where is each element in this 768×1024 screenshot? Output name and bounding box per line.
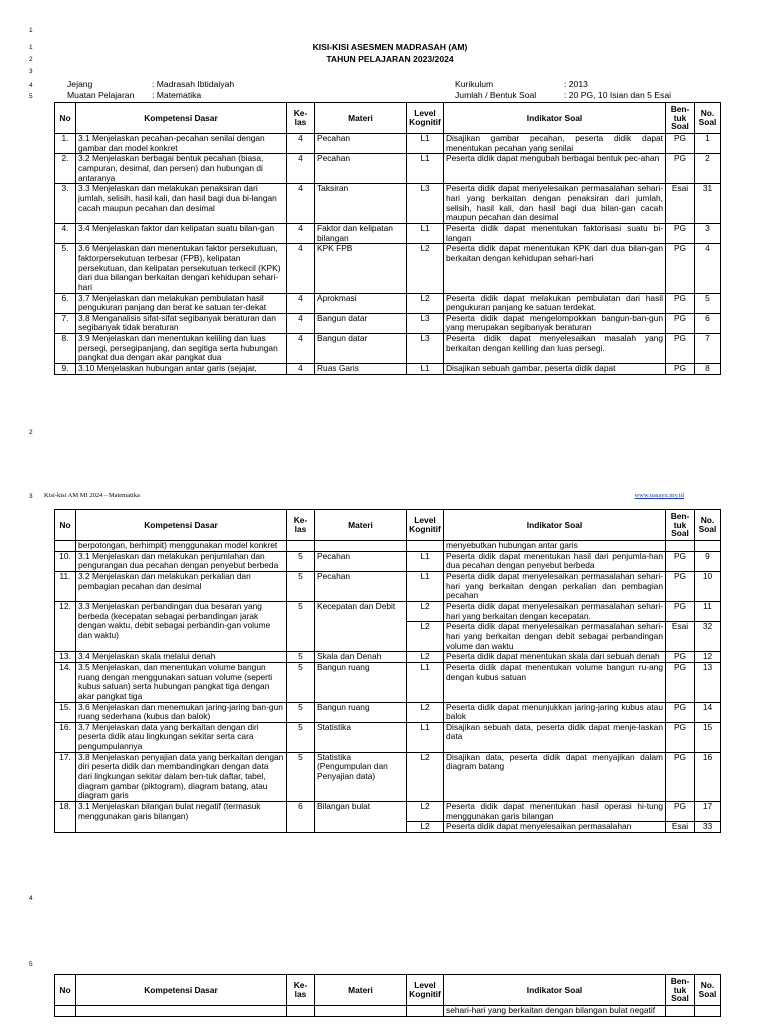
header-indikator-soal: Indikator Soal — [444, 103, 666, 134]
bentuk-soal: PG — [666, 244, 695, 293]
line-number: 3 — [29, 68, 33, 75]
kompetensi-dasar: 3.4 Menjelaskan faktor dan kelipatan suatu bilan-gan — [76, 223, 287, 243]
bentuk-soal — [666, 1006, 695, 1017]
kelas: 4 — [287, 184, 315, 224]
table-row — [55, 541, 721, 552]
level-kognitif: L2 — [407, 244, 444, 293]
kelas: 4 — [287, 334, 315, 364]
kompetensi-dasar: 3.4 Menjelaskan skala melalui denah — [76, 652, 287, 663]
nomor-soal: 4 — [695, 244, 721, 293]
row-number: 4. — [55, 223, 76, 243]
row-number: 12. — [55, 601, 76, 651]
level-kognitif: L1 — [407, 662, 444, 702]
kelas: 5 — [287, 571, 315, 601]
header-materi: Materi — [315, 975, 407, 1006]
nomor-soal: 10 — [695, 571, 721, 601]
materi: Skala dan Denah — [315, 652, 407, 663]
kompetensi-dasar: 3.10 Menjelaskan hubungan antar garis (sejajar, — [76, 364, 287, 375]
materi — [315, 541, 407, 552]
kelas: 5 — [287, 722, 315, 752]
nomor-soal — [695, 541, 721, 552]
row-number: 11. — [55, 571, 76, 601]
materi — [315, 1006, 407, 1017]
nomor-soal: 8 — [695, 364, 721, 375]
indikator-soal: Peserta didik dapat menunjukkan jaring-jaring kubus atau balok — [444, 702, 666, 722]
header-level-kognitif: Level Kognitif — [407, 103, 444, 134]
indikator-soal: Peserta didik dapat menyelesaikan permasalahan sehari-hari yang berkaitan dengan perkalian dan pembagian pecahan — [444, 571, 666, 601]
nomor-soal: 1 — [695, 134, 721, 154]
nomor-soal — [695, 1006, 721, 1017]
line-number: 1 — [29, 44, 33, 51]
indikator-soal: Disajikan sebuah data, peserta didik dapat menje-laskan data — [444, 722, 666, 752]
table-row — [55, 244, 721, 293]
line-number: 2 — [29, 56, 33, 63]
kisi-kisi-table-page-1 — [54, 102, 721, 375]
kompetensi-dasar: 3.2 Menjelaskan berbagai bentuk pecahan (biasa, campuran, desimal, dan persen) dan hubungan di antaranya — [76, 154, 287, 184]
kompetensi-dasar: 3.7 Menjelaskan data yang berkaitan dengan diri peserta didik atau lingkungan sekitar serta cara pengumpulannya — [76, 722, 287, 752]
indikator-soal: Peserta didik dapat menentukan hasil dari penjumla-han dua pecahan dengan penyebut berbeda — [444, 551, 666, 571]
bentuk-soal: PG — [666, 722, 695, 752]
nomor-soal: 15 — [695, 722, 721, 752]
header-no: No — [55, 975, 76, 1006]
nomor-soal: 32 — [695, 622, 721, 652]
kompetensi-dasar: 3.8 Menjelaskan penyajian data yang berkaitan dengan diri peserta didik dan membandingkan dengan data dari lingkungan sekitar dalam ben-tuk daftar, tabel, diagram gambar (piktogram), diagram batang, atau diagram garis — [76, 752, 287, 801]
level-kognitif: L3 — [407, 313, 444, 333]
row-number: 16. — [55, 722, 76, 752]
kompetensi-dasar: 3.5 Menjelaskan, dan menentukan volume bangun ruang dengan menggunakan satuan volume (seperti kubus satuan) serta hubungan pangkat tiga dengan akar pangkat tiga — [76, 662, 287, 702]
header-kompetensi-dasar: Kompetensi Dasar — [76, 103, 287, 134]
header-kelas: Ke- las — [287, 510, 315, 541]
bentuk-soal: PG — [666, 313, 695, 333]
bentuk-soal: PG — [666, 662, 695, 702]
level-kognitif: L1 — [407, 722, 444, 752]
kurikulum-label: Kurikulum — [455, 79, 494, 89]
row-number: 9. — [55, 364, 76, 375]
kisi-kisi-table-page-2 — [54, 509, 721, 833]
indikator-soal: Disajikan data, peserta didik dapat menyajikan dalam diagram batang — [444, 752, 666, 801]
materi: Bangun datar — [315, 334, 407, 364]
row-number: 2. — [55, 154, 76, 184]
level-kognitif: L2 — [407, 752, 444, 801]
table-row — [55, 293, 721, 313]
bentuk-soal-label: Jumlah / Bentuk Soal — [455, 90, 537, 100]
kompetensi-dasar — [76, 1006, 287, 1017]
table-row — [55, 662, 721, 702]
kelas: 4 — [287, 223, 315, 243]
bentuk-soal: PG — [666, 334, 695, 364]
level-kognitif — [407, 541, 444, 552]
kelas: 4 — [287, 134, 315, 154]
indikator-soal: Peserta didik dapat mengubah berbagai bentuk pec-ahan — [444, 154, 666, 184]
materi: Aprokmasi — [315, 293, 407, 313]
kompetensi-dasar: berpotongan, berhimpit) menggunakan model konkret — [76, 541, 287, 552]
indikator-soal: Peserta didik dapat menentukan hasil operasi hi-tung menggunakan garis bilangan — [444, 802, 666, 822]
document-title: KISI-KISI ASESMEN MADRASAH (AM) — [312, 42, 468, 52]
materi: Bangun datar — [315, 313, 407, 333]
bentuk-soal: PG — [666, 223, 695, 243]
nomor-soal: 2 — [695, 154, 721, 184]
kompetensi-dasar: 3.6 Menjelaskan dan menentukan faktor persekutuan, faktorpersekutuan terbesar (FPB), kelipatan persekutuan, dan kelipatan persekutuan terkecil (KPK) dari dua bilangan berkaitan dengan kehidupan sehari-hari — [76, 244, 287, 293]
indikator-soal: Peserta didik dapat menentukan faktorisasi suatu bi-langan — [444, 223, 666, 243]
materi: Bangun ruang — [315, 702, 407, 722]
bentuk-soal: PG — [666, 652, 695, 663]
level-kognitif: L3 — [407, 334, 444, 364]
line-number: 4 — [29, 895, 33, 902]
table-row — [55, 752, 721, 801]
line-number: 2 — [29, 429, 33, 436]
bentuk-soal-value: : 20 PG, 10 Isian dan 5 Esai — [564, 90, 672, 100]
materi: Bangun ruang — [315, 662, 407, 702]
level-kognitif — [407, 1006, 444, 1017]
kelas: 4 — [287, 313, 315, 333]
row-number: 10. — [55, 551, 76, 571]
kisi-kisi-table-page-3 — [54, 974, 721, 1017]
muatan-value: : Matematika — [152, 90, 202, 100]
kelas: 5 — [287, 551, 315, 571]
nomor-soal: 9 — [695, 551, 721, 571]
nomor-soal: 16 — [695, 752, 721, 801]
line-number: 4 — [29, 82, 33, 89]
materi: Faktor dan kelipatan bilangan — [315, 223, 407, 243]
kelas: 4 — [287, 293, 315, 313]
level-kognitif: L1 — [407, 134, 444, 154]
nomor-soal: 11 — [695, 601, 721, 621]
level-kognitif: L2 — [407, 652, 444, 663]
materi: Pecahan — [315, 134, 407, 154]
table-row — [55, 134, 721, 154]
table-row — [55, 334, 721, 364]
nomor-soal: 13 — [695, 662, 721, 702]
level-kognitif: L2 — [407, 822, 444, 833]
table-row — [55, 184, 721, 224]
header-no-soal: No. Soal — [695, 975, 721, 1006]
bentuk-soal: PG — [666, 293, 695, 313]
table-row — [55, 571, 721, 601]
level-kognitif: L2 — [407, 293, 444, 313]
nomor-soal: 3 — [695, 223, 721, 243]
nomor-soal: 7 — [695, 334, 721, 364]
line-number: 5 — [29, 93, 33, 100]
bentuk-soal: PG — [666, 154, 695, 184]
level-kognitif: L2 — [407, 601, 444, 621]
materi: Kecepatan dan Debit — [315, 601, 407, 651]
indikator-soal: Peserta didik dapat menyelesaikan permasalahan — [444, 822, 666, 833]
line-number: 1 — [29, 27, 33, 34]
materi: Pecahan — [315, 154, 407, 184]
level-kognitif: L1 — [407, 364, 444, 375]
materi: Ruas Garis — [315, 364, 407, 375]
kelas: 4 — [287, 244, 315, 293]
table-row — [55, 223, 721, 243]
nomor-soal: 17 — [695, 802, 721, 822]
row-number — [55, 1006, 76, 1017]
table-row — [55, 551, 721, 571]
nomor-soal: 31 — [695, 184, 721, 224]
level-kognitif: L2 — [407, 622, 444, 652]
table-row — [55, 364, 721, 375]
level-kognitif: L3 — [407, 184, 444, 224]
level-kognitif: L1 — [407, 154, 444, 184]
table-row — [55, 802, 721, 822]
header-materi: Materi — [315, 103, 407, 134]
bentuk-soal: PG — [666, 752, 695, 801]
header-kelas: Ke- las — [287, 103, 315, 134]
table-row — [55, 702, 721, 722]
kelas: 6 — [287, 802, 315, 833]
header-kompetensi-dasar: Kompetensi Dasar — [76, 510, 287, 541]
indikator-soal: Disajikan gambar pecahan, peserta didik dapat menentukan pecahan yang senilai — [444, 134, 666, 154]
materi: KPK FPB — [315, 244, 407, 293]
bentuk-soal: Esai — [666, 622, 695, 652]
bentuk-soal: PG — [666, 802, 695, 822]
indikator-soal: sehari-hari yang berkaitan dengan bilangan bulat negatif — [444, 1006, 666, 1017]
indikator-soal: Disajikan sebuah gambar, peserta didik dapat — [444, 364, 666, 375]
line-number: 3 — [29, 493, 33, 500]
table-row — [55, 652, 721, 663]
table-row — [55, 1006, 721, 1017]
nomor-soal: 12 — [695, 652, 721, 663]
kelas — [287, 1006, 315, 1017]
kelas: 5 — [287, 752, 315, 801]
nomor-soal: 5 — [695, 293, 721, 313]
bentuk-soal: PG — [666, 702, 695, 722]
materi: Pecahan — [315, 571, 407, 601]
kompetensi-dasar: 3.2 Menjelaskan dan melakukan perkalian dan pembagian pecahan dan desimal — [76, 571, 287, 601]
header-no: No — [55, 510, 76, 541]
nomor-soal: 14 — [695, 702, 721, 722]
level-kognitif: L1 — [407, 571, 444, 601]
table-row — [55, 313, 721, 333]
kompetensi-dasar: 3.3 Menjelaskan dan melakukan penaksiran dari jumlah, selisih, hasil kali, dan hasil bagi dua bi-langan cacah maupun pecahan dan desimal — [76, 184, 287, 224]
level-kognitif: L1 — [407, 551, 444, 571]
header-bentuk-soal: Ben- tuk Soal — [666, 975, 695, 1006]
page-running-header — [44, 492, 684, 499]
bentuk-soal: PG — [666, 571, 695, 601]
header-bentuk-soal: Ben- tuk Soal — [666, 103, 695, 134]
bentuk-soal: PG — [666, 551, 695, 571]
website-link[interactable]: www.nasayu.my.id — [634, 492, 684, 499]
header-materi: Materi — [315, 510, 407, 541]
kurikulum-value: : 2013 — [564, 79, 588, 89]
header-no: No — [55, 103, 76, 134]
indikator-soal: Peserta didik dapat melakukan pembulatan dari hasil pengukuran panjang ke satuan terdekat. — [444, 293, 666, 313]
row-number: 8. — [55, 334, 76, 364]
bentuk-soal: PG — [666, 601, 695, 621]
kompetensi-dasar: 3.3 Menjelaskan perbandingan dua besaran yang berbeda (kecepatan sebagai perbandingan jarak dengan waktu, debit sebagai perbandin-gan volume dan waktu) — [76, 601, 287, 651]
table-row — [55, 601, 721, 621]
table-row — [55, 154, 721, 184]
row-number: 7. — [55, 313, 76, 333]
kompetensi-dasar: 3.9 Menjelaskan dan menentukan keliling dan luas persegi, persegipanjang, dan segitiga serta hubungan pangkat dua dengan akar pangkat dua — [76, 334, 287, 364]
indikator-soal: Peserta didik dapat menentukan KPK dari dua bilan-gan berkaitan dengan kehidupan sehari-hari — [444, 244, 666, 293]
header-no-soal: No. Soal — [695, 103, 721, 134]
kelas: 5 — [287, 662, 315, 702]
bentuk-soal: PG — [666, 364, 695, 375]
row-number: 1. — [55, 134, 76, 154]
materi: Statistika — [315, 722, 407, 752]
header-level-kognitif: Level Kognitif — [407, 975, 444, 1006]
muatan-label: Muatan Pelajaran — [67, 90, 135, 100]
row-number: 15. — [55, 702, 76, 722]
indikator-soal: Peserta didik dapat menyelesaikan masalah yang berkaitan dengan keliling dan luas persegi. — [444, 334, 666, 364]
indikator-soal: Peserta didik dapat menentukan volume bangun ru-ang dengan kubus satuan — [444, 662, 666, 702]
materi: Pecahan — [315, 551, 407, 571]
materi: Taksiran — [315, 184, 407, 224]
kompetensi-dasar: 3.6 Menjelaskan dan menemukan jaring-jaring ban-gun ruang sederhana (kubus dan balok) — [76, 702, 287, 722]
kompetensi-dasar: 3.1 Menjelaskan bilangan bulat negatif (termasuk menggunakan garis bilangan) — [76, 802, 287, 833]
running-header-title: Kisi-kisi AM MI 2024 – Matematika — [44, 492, 140, 499]
row-number: 13. — [55, 652, 76, 663]
document-subtitle: TAHUN PELAJARAN 2023/2024 — [326, 54, 454, 64]
header-kelas: Ke- las — [287, 975, 315, 1006]
header-indikator-soal: Indikator Soal — [444, 975, 666, 1006]
row-number: 14. — [55, 662, 76, 702]
header-no-soal: No. Soal — [695, 510, 721, 541]
indikator-soal: Peserta didik dapat menyelesaikan permasalahan sehari-hari yang berkaitan dengan kecepatan. — [444, 601, 666, 621]
bentuk-soal: PG — [666, 134, 695, 154]
kompetensi-dasar: 3.7 Menjelaskan dan melakukan pembulatan hasil pengukuran panjang dan berat ke satuan ter-dekat — [76, 293, 287, 313]
row-number: 17. — [55, 752, 76, 801]
header-bentuk-soal: Ben- tuk Soal — [666, 510, 695, 541]
bentuk-soal — [666, 541, 695, 552]
row-number: 3. — [55, 184, 76, 224]
kelas: 5 — [287, 601, 315, 651]
indikator-soal: menyebutkan hubungan antar garis — [444, 541, 666, 552]
bentuk-soal: Esai — [666, 822, 695, 833]
line-number: 5 — [29, 961, 33, 968]
kelas — [287, 541, 315, 552]
level-kognitif: L2 — [407, 802, 444, 822]
jenjang-value: : Madrasah Ibtidaiyah — [152, 79, 235, 89]
bentuk-soal: Esai — [666, 184, 695, 224]
indikator-soal: Peserta didik dapat menyelesaikan permasalahan sehari-hari yang berkaitan dengan debit sebagai perbandingan volume dan waktu — [444, 622, 666, 652]
jenjang-label: Jejang — [67, 79, 93, 89]
kompetensi-dasar: 3.8 Menganalisis sifat-sifat segibanyak beraturan dan segibanyak tidak beraturan — [76, 313, 287, 333]
materi: Bilangan bulat — [315, 802, 407, 833]
kelas: 4 — [287, 154, 315, 184]
materi: Statistika (Pengumpulan dan Penyajian data) — [315, 752, 407, 801]
header-level-kognitif: Level Kognitif — [407, 510, 444, 541]
row-number: 6. — [55, 293, 76, 313]
indikator-soal: Peserta didik dapat mengelompokkan bangun-ban-gun yang merupakan segibanyak beraturan — [444, 313, 666, 333]
indikator-soal: Peserta didik dapat menyelesaikan permasalahan sehari-hari yang berkaitan dengan penaksiran dari jumlah, selisih, hasil kali, dan hasil bagi dua bilan-gan cacah maupun pecahan dan desimal — [444, 184, 666, 224]
nomor-soal: 33 — [695, 822, 721, 833]
kompetensi-dasar: 3.1 Menjelaskan dan melakukan penjumlahan dan pengurangan dua pecahan dengan penyebut berbeda — [76, 551, 287, 571]
nomor-soal: 6 — [695, 313, 721, 333]
kelas: 5 — [287, 652, 315, 663]
indikator-soal: Peserta didik dapat menentukan skala dari sebuah denah — [444, 652, 666, 663]
row-number: 18. — [55, 802, 76, 833]
row-number: 5. — [55, 244, 76, 293]
level-kognitif: L1 — [407, 223, 444, 243]
row-number — [55, 541, 76, 552]
kompetensi-dasar: 3.1 Menjelaskan pecahan-pecahan senilai dengan gambar dan model konkret — [76, 134, 287, 154]
kelas: 4 — [287, 364, 315, 375]
table-row — [55, 722, 721, 752]
kelas: 5 — [287, 702, 315, 722]
header-indikator-soal: Indikator Soal — [444, 510, 666, 541]
header-kompetensi-dasar: Kompetensi Dasar — [76, 975, 287, 1006]
level-kognitif: L2 — [407, 702, 444, 722]
